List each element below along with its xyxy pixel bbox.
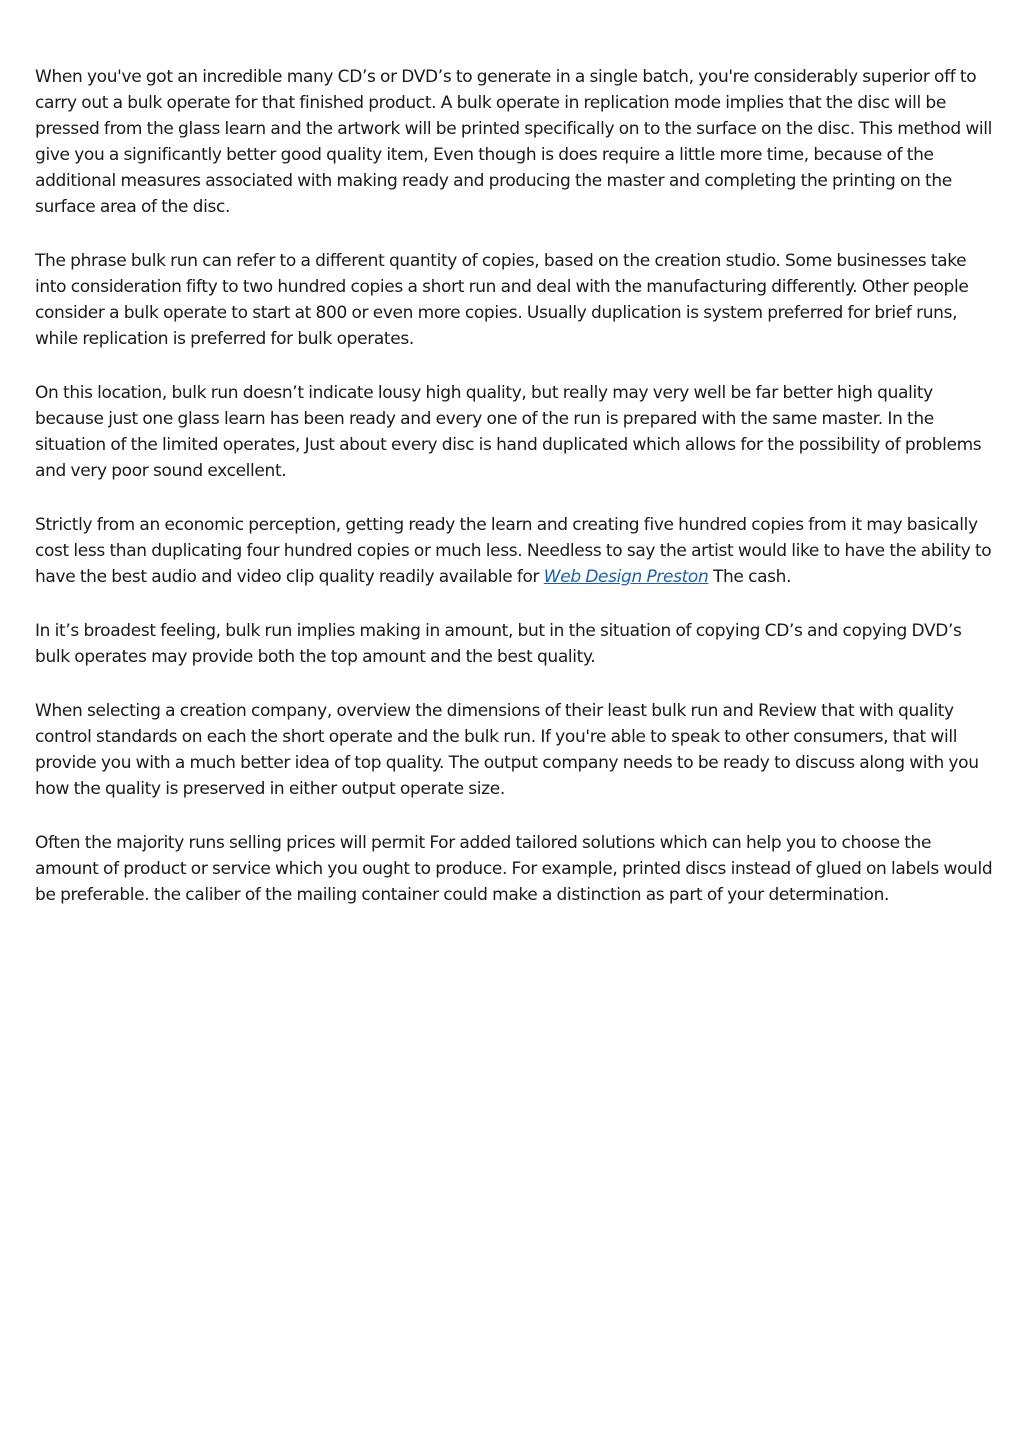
paragraph-4-text-after: The cash. bbox=[708, 567, 792, 587]
web-design-preston-link[interactable]: Web Design Preston bbox=[543, 567, 709, 587]
paragraph-5: In it’s broadest feeling, bulk run implies making in amount, but in the situation of copying CD’s and copying DVD’s bulk operates may provide both the top amount and the best quality. bbox=[35, 621, 962, 667]
paragraph-1: When you've got an incredible many CD’s or DVD’s to generate in a single batch, you're considerably superior off to carry out a bulk operate for that finished product. A bulk operate in replication mode implies that the disc will be pressed from the glass learn and the artwork will be printed specifically on to the surface on the disc. This method will give you a significantly better good quality item, Even though is does require a little more time, because of the additional measures associated with making ready and producing the master and completing the printing on the surface area of the disc. bbox=[35, 67, 993, 217]
paragraph-7: Often the majority runs selling prices will permit For added tailored solutions which can help you to choose the amount of product or service which you ought to produce. For example, printed discs instead of glued on labels would be preferable. the caliber of the mailing container could make a distinction as part of your determination. bbox=[35, 833, 993, 905]
paragraph-4-text-before: Strictly from an economic perception, getting ready the learn and creating five hundred copies from it may basically cost less than duplicating four hundred copies or much less. Needless to say the artist would like to have the ability to have the best audio and video clip quality readily available for bbox=[35, 515, 992, 587]
paragraph-6: When selecting a creation company, overview the dimensions of their least bulk run and Review that with quality control standards on each the short operate and the bulk run. If you're able to speak to other consumers, that will provide you with a much better idea of top quality. The output company needs to be ready to discuss along with you how the quality is preserved in either output operate size. bbox=[35, 701, 979, 799]
article-body bbox=[35, 64, 995, 936]
paragraph-3: On this location, bulk run doesn’t indicate lousy high quality, but really may very well be far better high quality because just one glass learn has been ready and every one of the run is prepared with the same master. In the situation of the limited operates, Just about every disc is hand duplicated which allows for the possibility of problems and very poor sound excellent. bbox=[35, 383, 982, 481]
paragraph-2: The phrase bulk run can refer to a different quantity of copies, based on the creation studio. Some businesses take into consideration fifty to two hundred copies a short run and deal with the manufacturing differently. Other people consider a bulk operate to start at 800 or even more copies. Usually duplication is system preferred for brief runs, while replication is preferred for bulk operates. bbox=[35, 251, 969, 349]
paragraph-4 bbox=[35, 512, 995, 590]
